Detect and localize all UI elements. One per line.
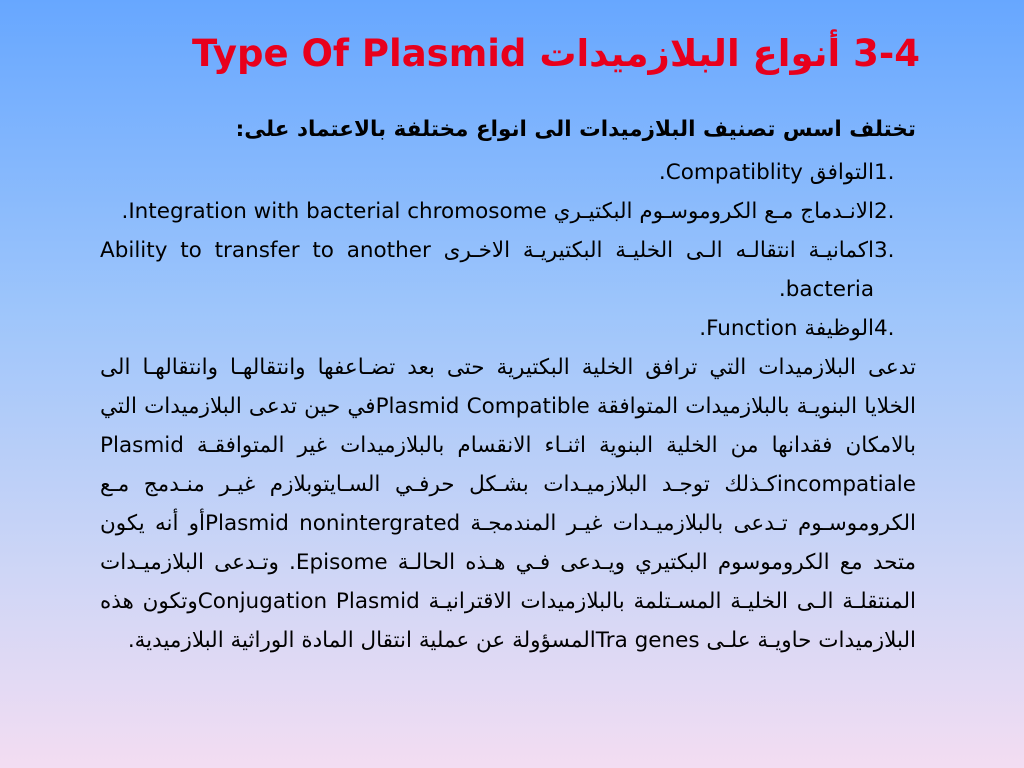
para-text-4: أو أنه يكون متحد مع الكروموسوم البكتيري ويـدعى فـي هـذه الحالـة [100, 511, 917, 575]
item-number: 2. [874, 199, 895, 224]
slide-title [60, 32, 920, 75]
intro-text: تختلف اسس تصنيف البلازميدات الى انواع مختلفة بالاعتماد على: [235, 117, 916, 142]
item-tail: . [699, 316, 707, 341]
item-english: Function [706, 316, 798, 341]
list-item-2 [100, 192, 916, 231]
list-item-3 [100, 231, 916, 309]
item-text [100, 309, 874, 348]
para-text-6: وتكون هذه البلازميدات حاويـة علـى [100, 589, 916, 653]
title-number: 3-4 [853, 32, 920, 75]
item-number: 1. [874, 160, 895, 185]
term-episome: Episome [295, 550, 388, 575]
term-plasmid-incompatiale: Plasmid incompatiale [100, 433, 916, 497]
slide-content [100, 110, 916, 660]
title-english: Type Of Plasmid [192, 32, 527, 75]
list-item-1 [100, 153, 916, 192]
item-arabic: الوظيفة [797, 316, 874, 341]
item-text [100, 192, 874, 231]
para-text-1: تدعى البلازميدات التي ترافق الخلية البكتيرية حتى بعد تضـاعفها وانتقالهـا وانتقالهـا الى الخلايا البنويـة بالبلازميدات المتوافقة [100, 355, 916, 419]
list-item-4 [100, 309, 916, 348]
para-text-7: المسؤولة عن عملية انتقال المادة الوراثية البلازميدية. [127, 628, 596, 653]
item-number: 3. [874, 238, 895, 263]
item-arabic: الانـدماج مـع الكروموسـوم البكتيـري [546, 199, 874, 224]
title-arabic: أنواع البلازميدات [539, 32, 841, 75]
item-tail: . [121, 199, 129, 224]
item-arabic: التوافق [802, 160, 874, 185]
item-text [100, 231, 874, 309]
item-english: Compatiblity [665, 160, 803, 185]
para-text-3: كـذلك توجـد البلازميـدات بشـكل حرفـي السـايتوبلازم غيـر منـدمج مـع الكروموسـوم تـدعى بالبلازميـدات غيـر المندمجـة [100, 472, 916, 536]
term-plasmid-nonintergrated: Plasmid nonintergrated [205, 511, 461, 536]
item-english: Integration with bacterial chromosome [128, 199, 547, 224]
term-tra-genes: Tra genes [595, 628, 700, 653]
item-number: 4. [874, 316, 895, 341]
term-plasmid-compatible: Plasmid Compatible [375, 394, 590, 419]
item-arabic: اكمانيـة انتقالـه الـى الخليـة البكتيريـة الاخـرى [430, 238, 875, 263]
item-tail: . [658, 160, 666, 185]
item-text [100, 153, 874, 192]
item-english: Ability to transfer to another bacteria [100, 238, 874, 302]
item-tail: . [778, 277, 786, 302]
para-text-2: في حين تدعى البلازميدات التي بالامكان فقدانها من الخلية البنوية اثنـاء الانقسام بالبلازميدات غير المتوافقـة [100, 394, 916, 458]
term-conjugation-plasmid: Conjugation Plasmid [197, 589, 420, 614]
para-text-5: . وتـدعى البلازميـدات المنتقلـة الـى الخليـة المسـتلمة بالبلازميدات الاقترانيـة [100, 550, 917, 614]
body-paragraph [100, 348, 916, 660]
